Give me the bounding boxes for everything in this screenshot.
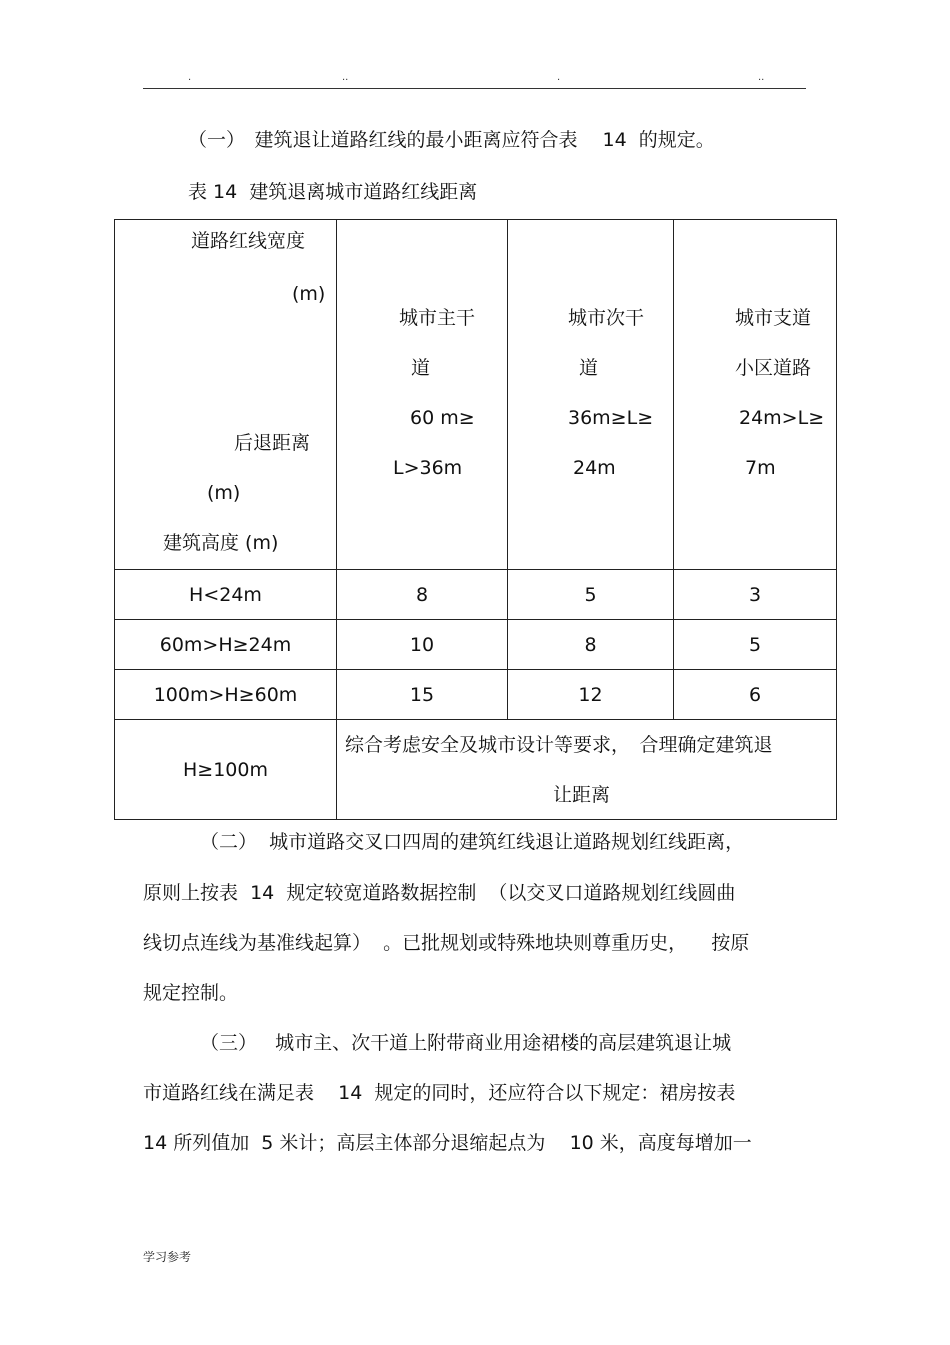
value-cell: 5 [674,620,837,670]
table-row-last [115,720,837,820]
setback-table [114,219,837,820]
value-cell: 3 [674,570,837,620]
paragraph-2-line: （二） 城市道路交叉口四周的建筑红线退让道路规划红线距离， [200,831,745,853]
paragraph-3-line: 14 所列值加 5 米计；高层主体部分退缩起点为 10 米，高度每增加一 [143,1132,752,1154]
column-header-line: 7m [745,457,776,479]
column-header-line: 道 [579,357,599,379]
column-header-line: 城市次干 [568,307,645,329]
height-cell: H≥100m [115,720,337,820]
value-cell: 12 [508,670,674,720]
table-row [115,570,837,620]
header-dot: . [188,72,192,83]
value-cell: 5 [508,570,674,620]
road-width-unit: (m) [292,283,326,305]
value-cell: 8 [337,570,508,620]
column-header-line: 24m>L≥ [739,407,825,429]
column-header-line: 小区道路 [735,357,812,379]
note-line-2: 让距离 [553,784,611,806]
setback-label: 后退距离 [234,432,311,454]
column-header-secondary-road [508,220,674,570]
column-header-branch-road [674,220,837,570]
height-cell: H<24m [115,570,337,620]
table-row [115,670,837,720]
corner-header-cell [115,220,337,570]
table-header-row [115,220,837,570]
height-cell: 60m>H≥24m [115,620,337,670]
column-header-line: 道 [411,357,431,379]
paragraph-2-line: 原则上按表 14 规定较宽道路数据控制 （以交叉口道路规划红线圆曲 [143,882,736,904]
road-width-label: 道路红线宽度 [191,230,306,252]
height-cell: 100m>H≥60m [115,670,337,720]
column-header-line: 城市支道 [735,307,812,329]
column-header-line: 36m≥L≥ [568,407,654,429]
footer-label: 学习参考 [143,1250,192,1264]
value-cell: 6 [674,670,837,720]
merged-note-cell [337,720,837,820]
header-rule [143,88,806,89]
column-header-main-road [337,220,508,570]
header-dot: . [557,72,561,83]
paragraph-1: （一） 建筑退让道路红线的最小距离应符合表 14 的规定。 [188,129,715,151]
setback-unit: (m) [207,482,241,504]
note-line-1: 综合考虑安全及城市设计等要求， 合理确定建筑退 [345,734,773,756]
building-height-label: 建筑高度 (m) [163,532,279,554]
value-cell: 8 [508,620,674,670]
paragraph-2-line: 规定控制。 [143,982,239,1004]
column-header-line: L>36m [393,457,463,479]
paragraph-3-line: （三） 城市主、次干道上附带商业用途裙楼的高层建筑退让城 [200,1032,732,1054]
header-dot: .. [342,72,349,83]
column-header-line: 24m [573,457,616,479]
table-caption: 表 14 建筑退离城市道路红线距离 [188,181,478,203]
value-cell: 15 [337,670,508,720]
column-header-line: 60 m≥ [410,407,475,429]
paragraph-2-line: 线切点连线为基准线起算） 。已批规划或特殊地块则尊重历史， 按原 [143,932,750,954]
column-header-line: 城市主干 [399,307,476,329]
value-cell: 10 [337,620,508,670]
paragraph-3-line: 市道路红线在满足表 14 规定的同时，还应符合以下规定：裙房按表 [143,1082,736,1104]
header-dot: .. [758,72,765,83]
table-row [115,620,837,670]
